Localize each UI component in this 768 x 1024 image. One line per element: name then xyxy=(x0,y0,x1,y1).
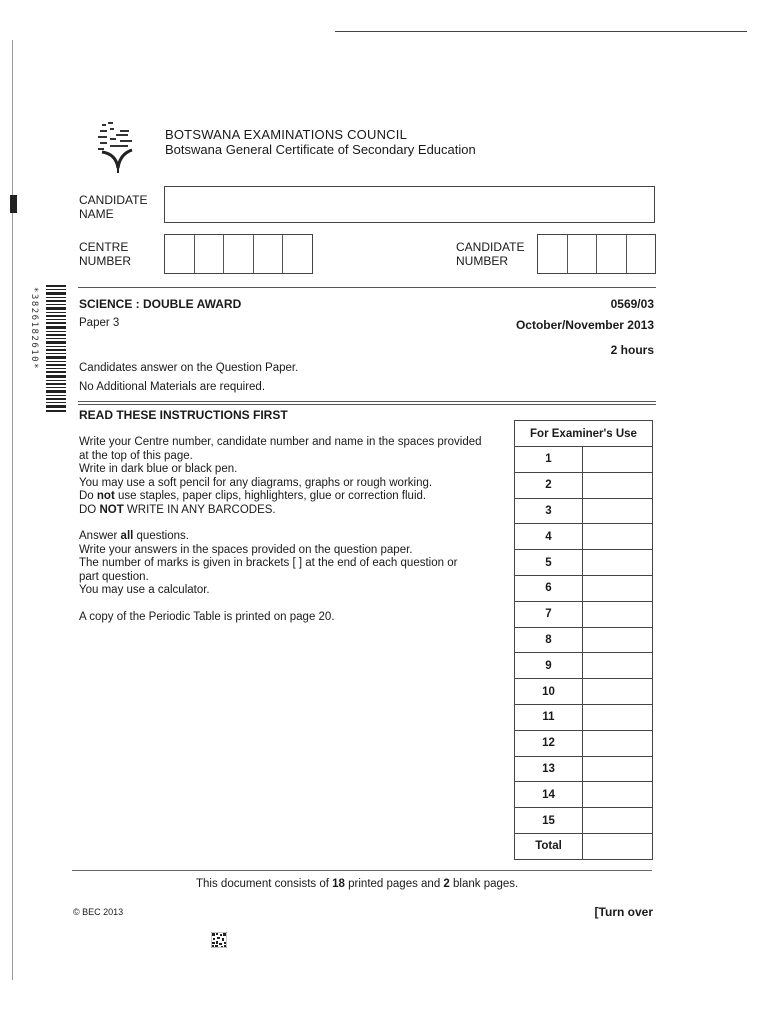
total-label: Total xyxy=(515,833,583,859)
instruction-line: DO NOT WRITE IN ANY BARCODES. xyxy=(79,503,276,516)
question-number: 14 xyxy=(515,782,583,808)
instructions-block xyxy=(79,436,499,624)
exam-session: October/November 2013 xyxy=(515,318,654,332)
centre-digit-box[interactable] xyxy=(195,235,225,273)
footer-divider xyxy=(72,870,652,871)
turn-over: [Turn over xyxy=(594,905,653,919)
mark-cell[interactable] xyxy=(583,756,653,782)
mark-cell[interactable] xyxy=(583,447,653,473)
instruction-line: A copy of the Periodic Table is printed on page 20. xyxy=(79,610,335,623)
candidate-digit-box[interactable] xyxy=(627,235,656,273)
instruction-line: Write your Centre number, candidate number and name in the spaces provided xyxy=(79,436,482,448)
mark-cell[interactable] xyxy=(583,782,653,808)
candidate-name-field[interactable] xyxy=(164,186,655,223)
question-number: 2 xyxy=(515,472,583,498)
barcode-icon xyxy=(46,285,66,413)
exam-duration: 2 hours xyxy=(610,343,654,357)
scan-edge-line xyxy=(335,31,747,32)
table-row xyxy=(515,472,653,498)
question-number: 15 xyxy=(515,808,583,834)
mark-cell[interactable] xyxy=(583,730,653,756)
mark-cell[interactable] xyxy=(583,575,653,601)
table-row xyxy=(515,679,653,705)
instruction-line: You may use a soft pencil for any diagrams, graphs or rough working. xyxy=(79,476,433,489)
instruction-line: Answer all questions. xyxy=(79,530,189,542)
instruction-line: part question. xyxy=(79,570,149,583)
question-number: 6 xyxy=(515,575,583,601)
mark-cell[interactable] xyxy=(583,653,653,679)
mark-cell[interactable] xyxy=(583,808,653,834)
question-number: 5 xyxy=(515,550,583,576)
instruction-line: You may use a calculator. xyxy=(79,584,210,596)
question-number: 1 xyxy=(515,447,583,473)
certificate-name: Botswana General Certificate of Secondary Education xyxy=(165,142,476,157)
table-row xyxy=(515,782,653,808)
examiner-use-table xyxy=(514,420,653,860)
question-number: 10 xyxy=(515,679,583,705)
scan-registration-mark xyxy=(10,195,17,213)
council-name: BOTSWANA EXAMINATIONS COUNCIL xyxy=(165,127,407,142)
question-number: 4 xyxy=(515,524,583,550)
subject-title: SCIENCE : DOUBLE AWARD xyxy=(79,297,242,311)
barcode-digits: *3826182610* xyxy=(29,287,39,371)
instructions-heading: READ THESE INSTRUCTIONS FIRST xyxy=(79,408,288,422)
page-left-edge xyxy=(12,40,13,980)
instruction-line: Write your answers in the spaces provided on the question paper. xyxy=(79,543,413,556)
divider xyxy=(78,401,656,402)
question-number: 7 xyxy=(515,601,583,627)
divider xyxy=(78,287,656,288)
table-row xyxy=(515,550,653,576)
table-row xyxy=(515,498,653,524)
paper-code: 0569/03 xyxy=(610,297,654,311)
table-row xyxy=(515,704,653,730)
paper-number: Paper 3 xyxy=(79,317,120,329)
centre-number-label: CENTRE NUMBER xyxy=(79,240,132,268)
table-row xyxy=(515,575,653,601)
table-row xyxy=(515,808,653,834)
question-number: 3 xyxy=(515,498,583,524)
question-number: 8 xyxy=(515,627,583,653)
instruction-line: The number of marks is given in brackets [ ] at the end of each question or xyxy=(79,557,458,569)
qr-code-icon xyxy=(211,932,227,948)
mark-cell[interactable] xyxy=(583,550,653,576)
table-row xyxy=(515,730,653,756)
table-row xyxy=(515,447,653,473)
mark-cell[interactable] xyxy=(583,627,653,653)
table-row xyxy=(515,653,653,679)
candidate-digit-box[interactable] xyxy=(597,235,627,273)
candidate-digit-box[interactable] xyxy=(568,235,598,273)
question-number: 11 xyxy=(515,704,583,730)
centre-digit-box[interactable] xyxy=(165,235,195,273)
total-mark-cell[interactable] xyxy=(583,833,653,859)
candidate-number-label: CANDIDATE NUMBER xyxy=(456,240,525,268)
mark-cell[interactable] xyxy=(583,524,653,550)
centre-number-field[interactable] xyxy=(164,234,313,274)
candidate-name-label: CANDIDATE NAME xyxy=(79,193,148,221)
answer-note: Candidates answer on the Question Paper. xyxy=(79,362,299,374)
examiner-table-title: For Examiner's Use xyxy=(515,421,653,447)
bec-logo-icon xyxy=(96,118,136,174)
copyright: © BEC 2013 xyxy=(73,907,124,917)
centre-digit-box[interactable] xyxy=(283,235,312,273)
instruction-line: Write in dark blue or black pen. xyxy=(79,463,238,475)
divider xyxy=(78,404,656,405)
mark-cell[interactable] xyxy=(583,601,653,627)
table-row xyxy=(515,601,653,627)
mark-cell[interactable] xyxy=(583,704,653,730)
mark-cell[interactable] xyxy=(583,472,653,498)
question-number: 13 xyxy=(515,756,583,782)
centre-digit-box[interactable] xyxy=(254,235,284,273)
table-row xyxy=(515,756,653,782)
materials-note: No Additional Materials are required. xyxy=(79,381,266,393)
centre-digit-box[interactable] xyxy=(224,235,254,273)
table-row xyxy=(515,833,653,859)
candidate-digit-box[interactable] xyxy=(538,235,568,273)
question-number: 12 xyxy=(515,730,583,756)
table-row xyxy=(515,627,653,653)
mark-cell[interactable] xyxy=(583,498,653,524)
candidate-number-field[interactable] xyxy=(537,234,656,274)
instruction-line: at the top of this page. xyxy=(79,449,193,462)
question-number: 9 xyxy=(515,653,583,679)
page-count-note: This document consists of 18 printed pages and 2 blank pages. xyxy=(196,878,519,890)
table-row xyxy=(515,524,653,550)
instruction-line: Do not use staples, paper clips, highlighters, glue or correction fluid. xyxy=(79,490,427,502)
mark-cell[interactable] xyxy=(583,679,653,705)
